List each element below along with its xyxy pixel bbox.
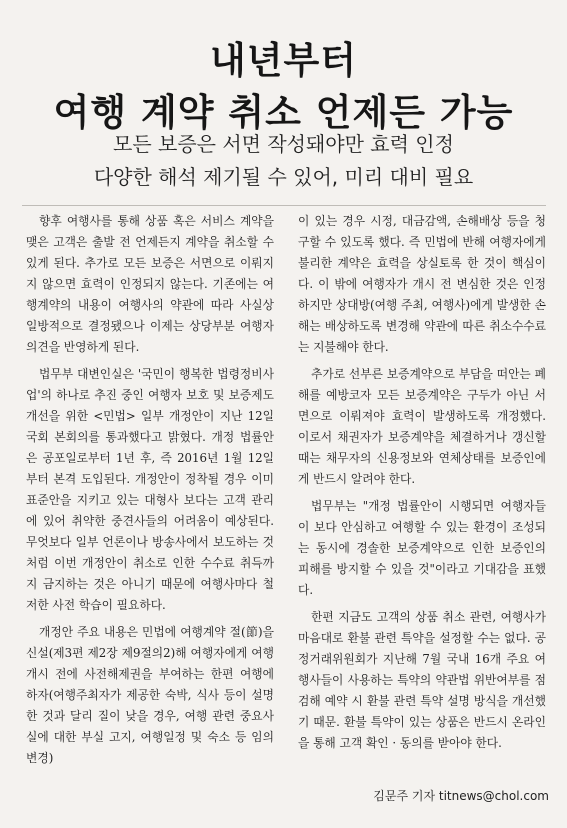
paragraph: 이 있는 경우 시정, 대금감액, 손해배상 등을 청구할 수 있도록 했다. 즉 민법에 반해 여행자에게 불리한 계약은 효력을 상실토록 한 것이 핵심이다. 이 밖에 여행자가 개시 전 변심한 것은 인정하지만 상대방(여행 주최, 여행사)에게 발생한 손해는 배상하도록 변경해 약관에 따른 취소수수료는 지불해야 한다.	[298, 214, 546, 354]
subheadline-line-1: 모든 보증은 서면 작성돼야만 효력 인정	[113, 132, 454, 156]
paragraph: 향후 여행사를 통해 상품 혹은 서비스 계약을 맺은 고객은 출발 전 언제든지 계약을 취소할 수 있게 된다. 추가로 모든 보증은 서면으로 이뤄지지 않으면 효력이 인정되지 않는다. 기존에는 여행계약의 내용이 여행사의 약관에 따라 사실상 일방적으로 결정됐으나 이제는 상당부분 여행자 의견을 반영하게 된다.	[26, 214, 274, 354]
body-column-left	[26, 211, 274, 775]
body-column-right	[298, 211, 546, 760]
headline-line-1: 내년부터	[210, 39, 357, 82]
byline: 김문주 기자 titnews@chol.com	[373, 789, 549, 803]
paragraph: 개정안 주요 내용은 민법에 여행계약 절(節)을 신설(제3편 제2장 제9절의2)해 여행자에게 여행 개시 전에 사전해제권을 부여하는 한편 여행에 하자(여행주최자가 제공한 숙박, 식사 등이 설명한 것과 달리 질이 낮을 경우, 여행 관련 중요사실에 대한 부실 고지, 여행일정 및 숙소 등 임의 변경)	[26, 625, 274, 765]
headline-line-2: 여행 계약 취소 언제든 가능	[53, 91, 514, 134]
paragraph: 법무부 대변인실은 '국민이 행복한 법령정비사업'의 하나로 추진 중인 여행자 보호 및 보증제도 개선을 위한 <민법> 일부 개정안이 지난 12일 국회 본회의를 통과했다고 밝혔다. 개정 법률안은 공포일로부터 1년 후, 즉 2016년 1월 12일부터 본격 도입된다. 개정안이 정착될 경우 이미 표준안을 지키고 있는 대형사 보다는 고객 관리에 있어 취약한 중견사들의 어려움이 예상된다. 무엇보다 일부 언론이나 방송사에서 보도하는 것처럼 이번 개정안이 취소로 인한 수수료 취득까지 금지하는 것은 아니기 때문에 여행사마다 철저한 사전 학습이 필요하다.	[26, 367, 274, 612]
subheadline-line-2: 다양한 해석 제기될 수 있어, 미리 대비 필요	[93, 165, 474, 189]
paragraph: 법무부는 "개정 법률안이 시행되면 여행자들이 보다 안심하고 여행할 수 있는 환경이 조성되는 동시에 경솔한 보증계약으로 인한 보증인의 피해를 방지할 수 있을 것"이라고 기대감을 표했다.	[298, 499, 546, 597]
paragraph: 한편 지금도 고객의 상품 취소 관련, 여행사가 마음대로 환불 관련 특약을 설정할 수는 없다. 공정거래위원회가 지난해 7월 국내 16개 주요 여행사들이 사용하는 특약의 약관법 위반여부를 점검해 예약 시 환불 관련 특약 설명 방식을 개선했기 때문. 환불 특약이 있는 상품은 반드시 온라인을 통해 고객 확인 · 동의를 받아야 한다.	[298, 610, 546, 750]
divider	[22, 205, 546, 206]
paragraph: 추가로 선부른 보증계약으로 부담을 떠안는 폐해를 예방코자 모든 보증계약은 구두가 아닌 서면으로 이뤄져야 효력이 발생하도록 개정했다. 이로서 채권자가 보증계약을 체결하거나 갱신할 때는 채무자의 신용정보와 연체상태를 보증인에게 반드시 알려야 한다.	[298, 367, 546, 486]
